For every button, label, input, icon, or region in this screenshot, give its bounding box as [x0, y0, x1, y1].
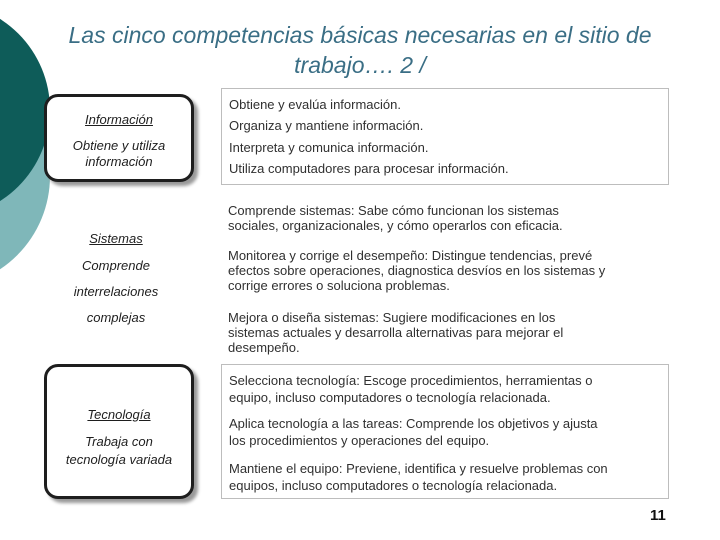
title-line-2: trabajo…. 2 /: [294, 52, 426, 78]
title-line-1: Las cinco competencias básicas necesarias en el sitio de: [68, 22, 652, 48]
detail-item-line: Mejora o diseña sistemas: Sugiere modificaciones en los: [228, 310, 556, 325]
detail-item-line: desempeño.: [228, 340, 300, 355]
detail-item-line: los procedimientos y operaciones del equipo.: [229, 433, 490, 448]
detail-item: Utiliza computadores para procesar información.: [229, 161, 509, 176]
detail-item-line: Comprende sistemas: Sabe cómo funcionan los sistemas: [228, 203, 559, 218]
competency-desc-line: Comprende: [82, 258, 150, 273]
detail-item-line: sistemas actuales y desarrolla alternativas para mejorar el: [228, 325, 564, 340]
detail-item: Organiza y mantiene información.: [229, 118, 424, 133]
page-number: 11: [650, 507, 666, 524]
competency-heading-sistemas: Sistemas: [89, 231, 143, 246]
detail-item-line: sociales, organizacionales, y cómo operarlos con eficacia.: [228, 218, 563, 233]
detail-item-line: Mantiene el equipo: Previene, identifica y resuelve problemas con: [229, 461, 608, 476]
competency-desc-line: Obtiene y utiliza: [72, 138, 166, 153]
detail-item: Obtiene y evalúa información.: [229, 97, 401, 112]
competency-heading-informacion: Información: [85, 112, 153, 127]
detail-item-line: Selecciona tecnología: Escoge procedimientos, herramientas o: [229, 373, 593, 388]
competency-box-informacion: [44, 94, 194, 182]
competency-desc-line: información: [85, 154, 153, 169]
competency-box-sistemas: [44, 200, 188, 350]
detail-item-line: Monitorea y corrige el desempeño: Distingue tendencias, prevé: [228, 248, 593, 263]
competency-desc-line: Trabaja con: [85, 434, 153, 449]
slide-title: [20, 20, 700, 80]
detail-item-line: Aplica tecnología a las tareas: Comprende los objetivos y ajusta: [229, 416, 598, 431]
competency-desc-line: interrelaciones: [73, 284, 159, 299]
detail-box-tecnologia: [221, 364, 669, 499]
detail-item-line: efectos sobre operaciones, diagnostica desvíos en los sistemas y: [228, 263, 606, 278]
detail-box-sistemas: [221, 193, 667, 361]
detail-item-line: equipos, incluso computadores o tecnología relacionada.: [229, 478, 558, 493]
detail-item-line: equipo, incluso computadores o tecnología relacionada.: [229, 390, 551, 405]
competency-desc-line: tecnología variada: [65, 452, 173, 467]
competency-box-tecnologia: [44, 364, 194, 499]
detail-item: Interpreta y comunica información.: [229, 140, 429, 155]
detail-box-informacion: [221, 88, 669, 185]
detail-item-line: corrige errores o soluciona problemas.: [228, 278, 450, 293]
competency-desc-line: complejas: [86, 310, 146, 325]
competency-heading-tecnologia: Tecnología: [87, 407, 151, 422]
